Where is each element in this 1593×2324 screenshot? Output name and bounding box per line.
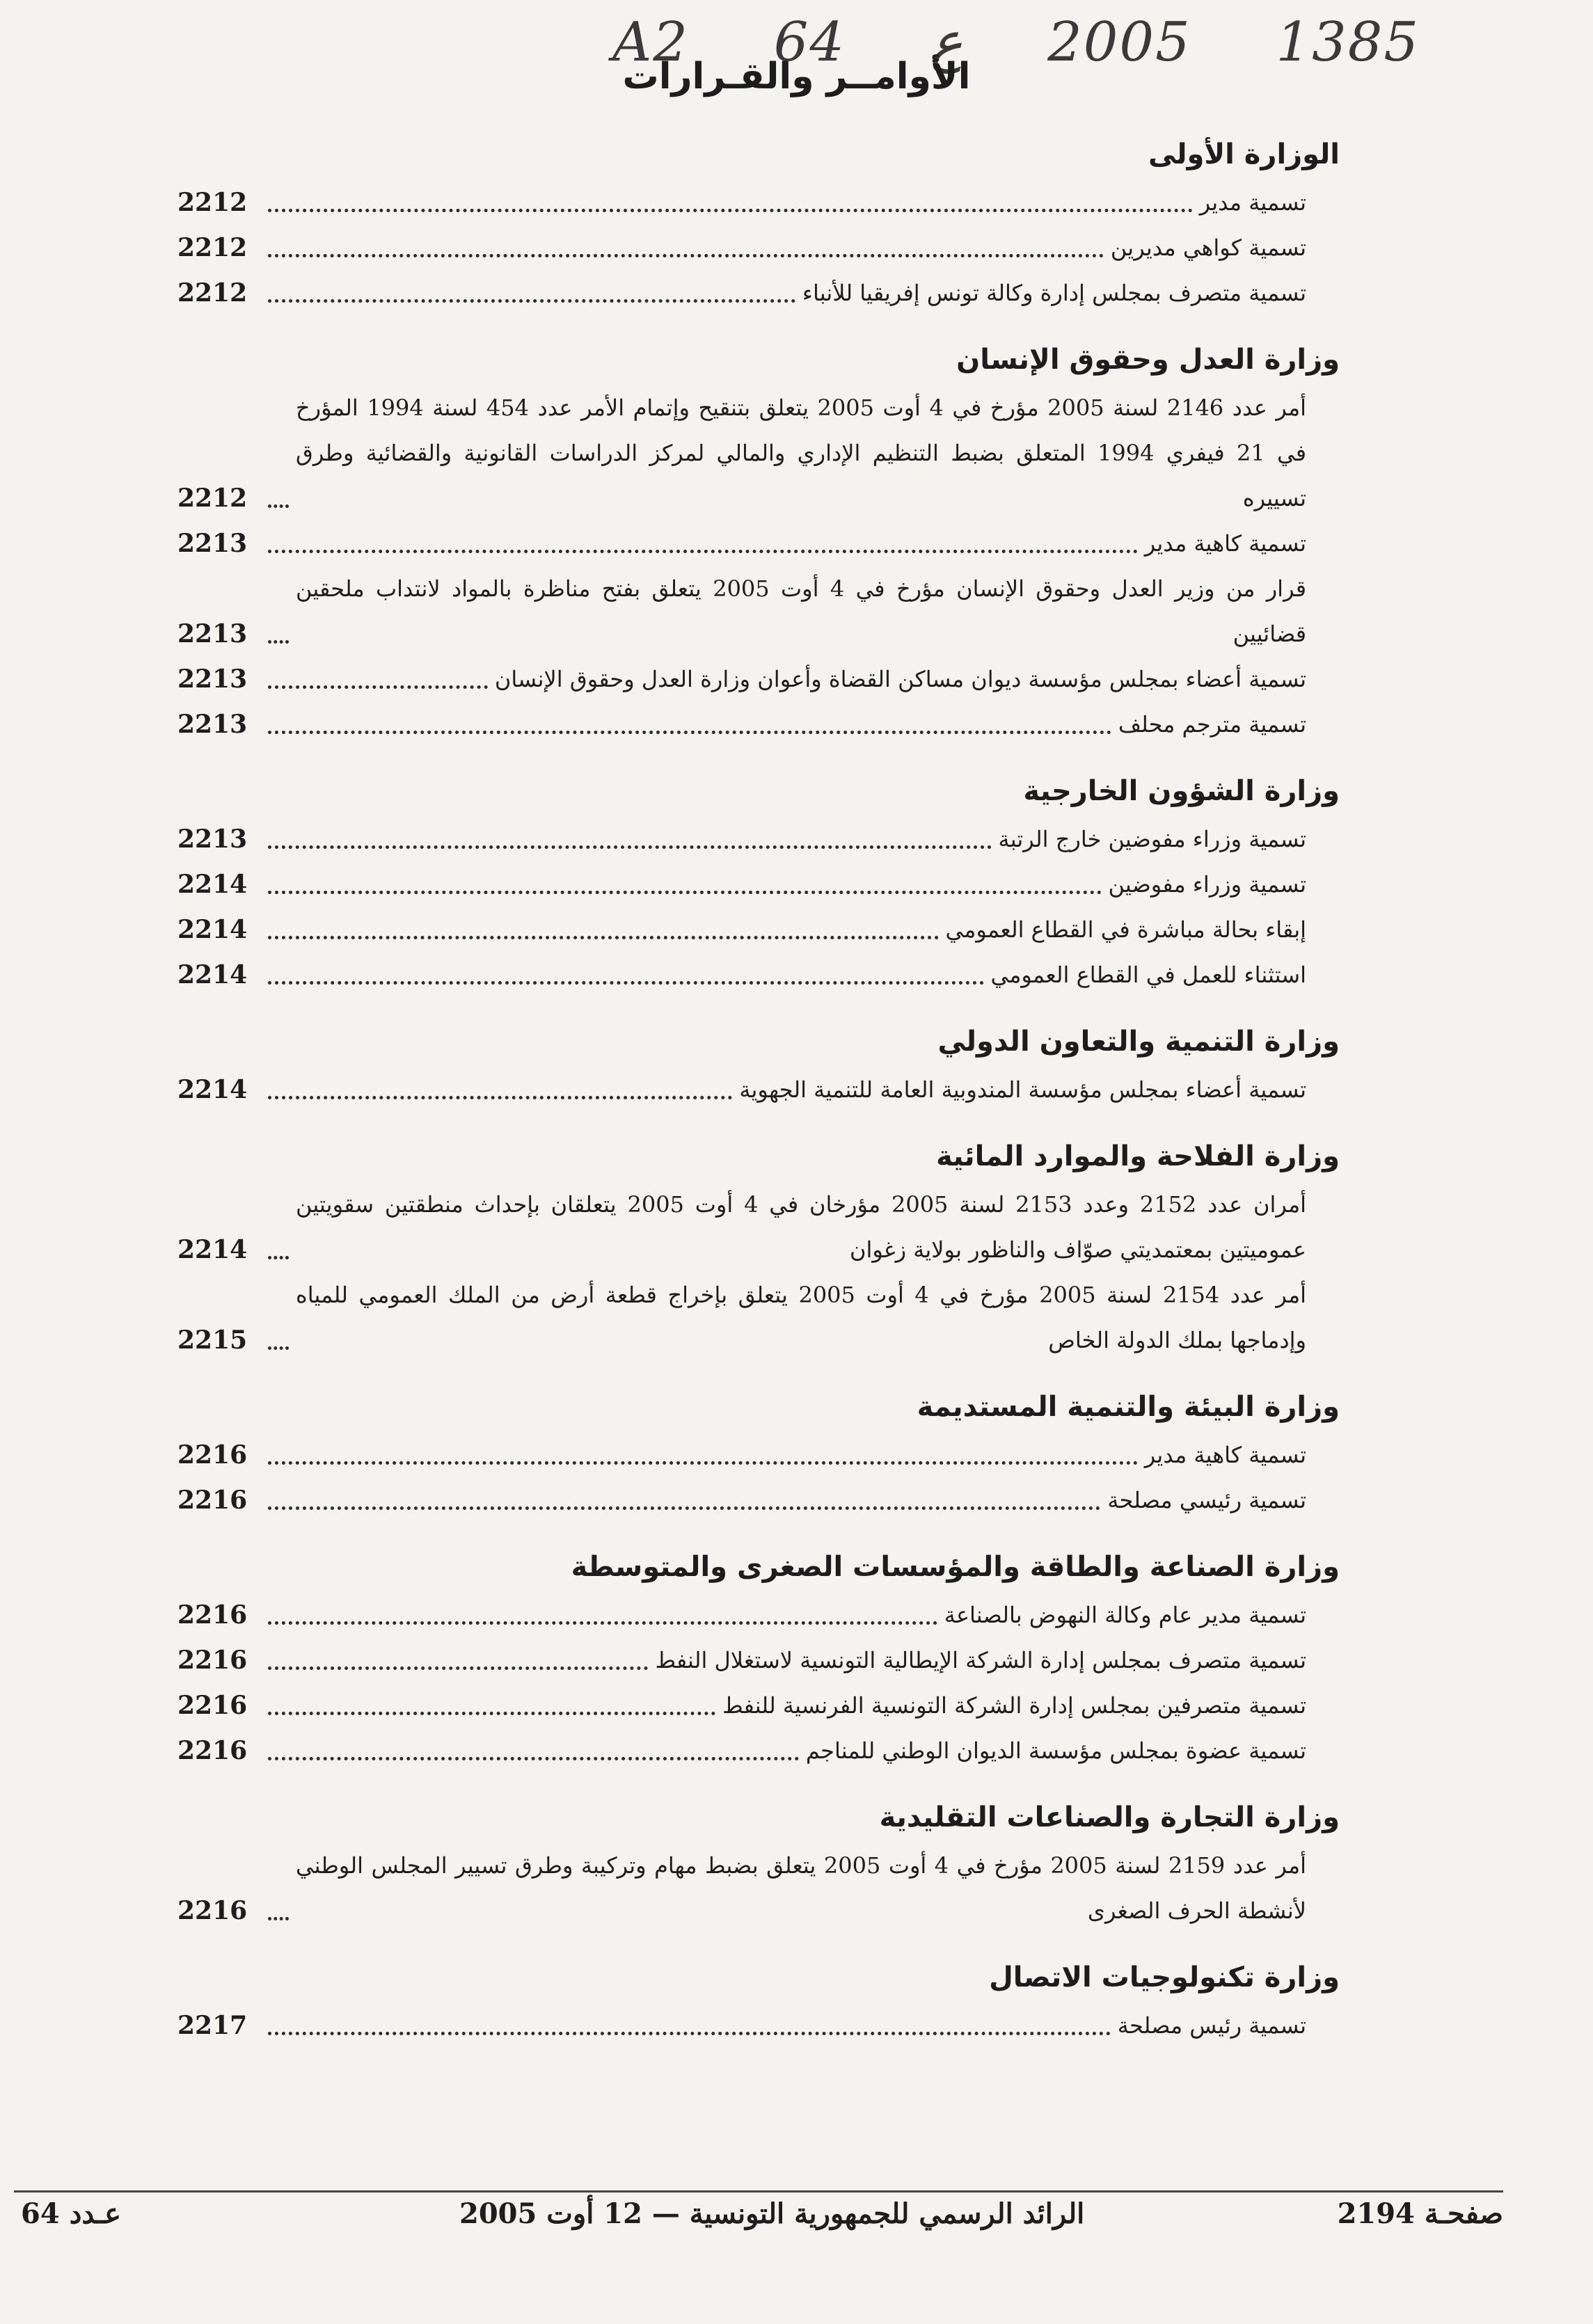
ministry-heading: وزارة الصناعة والطاقة والمؤسسات الصغرى والمتوسطة bbox=[571, 1551, 1340, 1583]
ministry-section bbox=[177, 1792, 1340, 1934]
leader-dots bbox=[268, 1256, 289, 1259]
leader-dots bbox=[268, 981, 984, 985]
entry-page-number: 2214 bbox=[177, 915, 248, 944]
entry-title: تسمية أعضاء بمجلس مؤسسة المندوبية العامة للتنمية الجهوية bbox=[739, 1076, 1306, 1103]
toc-entry[interactable] bbox=[177, 1433, 1340, 1478]
entry-page-number: 2212 bbox=[177, 233, 248, 262]
leader-dots bbox=[268, 891, 1102, 894]
entry-page-number: 2216 bbox=[177, 1736, 248, 1765]
entry-title: إبقاء بحالة مباشرة في القطاع العمومي bbox=[945, 916, 1306, 943]
entry-page-number: 2212 bbox=[177, 188, 248, 217]
entry-page-number: 2213 bbox=[177, 710, 248, 739]
table-of-contents bbox=[177, 129, 1340, 2067]
entry-page-number: 2217 bbox=[177, 2011, 248, 2040]
entry-page-number: 2213 bbox=[177, 664, 248, 694]
leader-dots bbox=[268, 1757, 799, 1760]
entry-page-number: 2216 bbox=[177, 1896, 248, 1925]
ministry-section bbox=[177, 1131, 1340, 1363]
toc-entry[interactable] bbox=[177, 271, 1340, 316]
entry-title: تسمية متصرفين بمجلس إدارة الشركة التونسية الفرنسية للنفط bbox=[722, 1692, 1306, 1719]
handwritten-mark: ع bbox=[930, 11, 963, 74]
leader-dots bbox=[268, 685, 488, 689]
leader-dots bbox=[268, 1621, 937, 1625]
handwritten-mark: A2 bbox=[612, 11, 689, 74]
entry-title: أمر عدد 2159 لسنة 2005 مؤرخ في 4 أوت 2005 يتعلق بضبط مهام وتركيبة وطرق تسيير المجلس الوطني لأنشطة الحرف الصغرى bbox=[296, 1852, 1307, 1924]
entry-title: تسمية مدير عام وكالة النهوض بالصناعة bbox=[944, 1602, 1306, 1628]
entry-page-number: 2216 bbox=[177, 1440, 248, 1470]
ministry-heading: وزارة التنمية والتعاون الدولي bbox=[937, 1026, 1340, 1058]
leader-dots bbox=[268, 1096, 732, 1099]
entry-title: تسمية رئيسي مصلحة bbox=[1107, 1487, 1306, 1513]
ministry-heading: وزارة الفلاحة والموارد المائية bbox=[936, 1140, 1340, 1172]
toc-entry[interactable] bbox=[177, 180, 1340, 225]
ministry-section bbox=[177, 765, 1340, 998]
entry-page-number: 2216 bbox=[177, 1600, 248, 1630]
toc-entry[interactable] bbox=[177, 1843, 1340, 1934]
leader-dots bbox=[268, 640, 289, 644]
toc-entry[interactable] bbox=[177, 385, 1340, 521]
toc-entry[interactable] bbox=[177, 702, 1340, 747]
entry-title: تسمية مدير bbox=[1199, 189, 1306, 216]
toc-entry[interactable] bbox=[177, 1593, 1340, 1638]
leader-dots bbox=[268, 1666, 648, 1670]
footer-divider bbox=[14, 2190, 1503, 2192]
entry-page-number: 2213 bbox=[177, 529, 248, 558]
entry-title: تسمية وزراء مفوضين bbox=[1108, 871, 1306, 898]
entry-title: أمر عدد 2154 لسنة 2005 مؤرخ في 4 أوت 2005 يتعلق بإخراج قطعة أرض من الملك العمومي للمياه وإدماجها بملك الدولة الخاص bbox=[296, 1282, 1307, 1353]
ministry-heading: وزارة تكنولوجيات الاتصال bbox=[989, 1961, 1340, 1993]
toc-entry[interactable] bbox=[177, 953, 1340, 998]
page-footer bbox=[21, 2197, 1503, 2253]
entry-title: تسمية رئيس مصلحة bbox=[1117, 2012, 1306, 2039]
handwritten-mark: 1385 bbox=[1276, 11, 1420, 74]
ministry-heading: وزارة التجارة والصناعات التقليدية bbox=[879, 1801, 1340, 1833]
entry-page-number: 2214 bbox=[177, 1235, 248, 1264]
leader-dots bbox=[268, 845, 992, 849]
entry-title: تسمية أعضاء بمجلس مؤسسة ديوان مساكن القضاة وأعوان وزارة العدل وحقوق الإنسان bbox=[494, 666, 1306, 692]
entry-title: تسمية مترجم محلف bbox=[1118, 711, 1306, 738]
toc-entry[interactable] bbox=[177, 1182, 1340, 1273]
publication-title: الرائد الرسمي للجمهورية التونسية — 12 أوت 2005 bbox=[459, 2197, 1085, 2230]
toc-entry[interactable] bbox=[177, 657, 1340, 702]
leader-dots bbox=[268, 550, 1138, 553]
leader-dots bbox=[268, 504, 289, 508]
ministry-heading: وزارة العدل وحقوق الإنسان bbox=[956, 344, 1340, 376]
toc-entry[interactable] bbox=[177, 1067, 1340, 1113]
leader-dots bbox=[268, 1712, 715, 1715]
ministry-heading: وزارة البيئة والتنمية المستديمة bbox=[917, 1391, 1340, 1423]
entry-title: أمر عدد 2146 لسنة 2005 مؤرخ في 4 أوت 2005 يتعلق بتنقيح وإتمام الأمر عدد 454 لسنة 1994 المؤرخ في 21 فيفري 1994 المتعلق بضبط التنظيم الإداري والمالي لمركز الدراسات القانونية والقضائية وطرق تسييره bbox=[296, 395, 1307, 511]
leader-dots bbox=[268, 1506, 1100, 1510]
toc-entry[interactable] bbox=[177, 862, 1340, 907]
handwritten-mark: 2005 bbox=[1047, 11, 1191, 74]
entry-title: أمران عدد 2152 وعدد 2153 لسنة 2005 مؤرخان في 4 أوت 2005 يتعلقان بإحداث منطقتين سقويتين عموميتين بمعتمديتي صوّاف والناظور بولاية زغوان bbox=[296, 1191, 1307, 1263]
entry-title: تسمية عضوة بمجلس مؤسسة الديوان الوطني للمناجم bbox=[805, 1737, 1306, 1764]
toc-entry[interactable] bbox=[177, 1728, 1340, 1774]
leader-dots bbox=[268, 1917, 289, 1920]
ministry-section bbox=[177, 1541, 1340, 1774]
ministry-section bbox=[177, 129, 1340, 316]
leader-dots bbox=[268, 2032, 1111, 2035]
ministry-section bbox=[177, 334, 1340, 747]
handwritten-mark: 64 bbox=[773, 11, 846, 74]
entry-title: تسمية كاهية مدير bbox=[1144, 530, 1306, 557]
issue-number: عـدد 64 bbox=[21, 2197, 121, 2230]
entry-title: قرار من وزير العدل وحقوق الإنسان مؤرخ في 4 أوت 2005 يتعلق بفتح مناظرة بالمواد لانتداب ملحقين قضائيين bbox=[296, 575, 1307, 647]
entry-title: تسمية كواهي مديرين bbox=[1110, 234, 1306, 261]
entry-title: استثناء للعمل في القطاع العمومي bbox=[990, 962, 1306, 988]
entry-page-number: 2215 bbox=[177, 1326, 248, 1355]
entry-page-number: 2216 bbox=[177, 1486, 248, 1515]
toc-entry[interactable] bbox=[177, 907, 1340, 953]
page-number: صفحـة 2194 bbox=[1337, 2197, 1503, 2230]
entry-page-number: 2214 bbox=[177, 1075, 248, 1104]
toc-entry[interactable] bbox=[177, 1638, 1340, 1683]
toc-entry[interactable] bbox=[177, 521, 1340, 566]
page-title: الأوامــر والقـرارات bbox=[622, 56, 971, 97]
leader-dots bbox=[268, 254, 1104, 257]
toc-entry[interactable] bbox=[177, 817, 1340, 862]
entry-page-number: 2216 bbox=[177, 1691, 248, 1720]
entry-title: تسمية متصرف بمجلس إدارة وكالة تونس إفريقيا للأنباء bbox=[802, 280, 1306, 306]
entry-title: تسمية متصرف بمجلس إدارة الشركة الإيطالية التونسية لاستغلال النفط bbox=[655, 1647, 1306, 1673]
leader-dots bbox=[268, 299, 795, 303]
leader-dots bbox=[268, 209, 1193, 212]
toc-entry[interactable] bbox=[177, 2003, 1340, 2048]
entry-title: تسمية كاهية مدير bbox=[1144, 1442, 1306, 1468]
entry-page-number: 2212 bbox=[177, 484, 248, 513]
entry-page-number: 2214 bbox=[177, 960, 248, 989]
toc-entry[interactable] bbox=[177, 566, 1340, 657]
entry-page-number: 2214 bbox=[177, 870, 248, 899]
entry-page-number: 2213 bbox=[177, 825, 248, 854]
toc-entry[interactable] bbox=[177, 225, 1340, 271]
leader-dots bbox=[268, 936, 939, 939]
entry-page-number: 2212 bbox=[177, 278, 248, 308]
ministry-section bbox=[177, 1016, 1340, 1113]
ministry-section bbox=[177, 1381, 1340, 1523]
leader-dots bbox=[268, 1461, 1138, 1465]
entry-page-number: 2213 bbox=[177, 619, 248, 648]
ministry-heading: وزارة الشؤون الخارجية bbox=[1023, 775, 1340, 807]
leader-dots bbox=[268, 1346, 289, 1350]
ministry-section bbox=[177, 1952, 1340, 2048]
leader-dots bbox=[268, 731, 1111, 734]
toc-entry[interactable] bbox=[177, 1683, 1340, 1728]
toc-entry[interactable] bbox=[177, 1273, 1340, 1363]
entry-title: تسمية وزراء مفوضين خارج الرتبة bbox=[998, 826, 1306, 852]
entry-page-number: 2216 bbox=[177, 1646, 248, 1675]
toc-entry[interactable] bbox=[177, 1478, 1340, 1523]
ministry-heading: الوزارة الأولى bbox=[1148, 138, 1340, 170]
